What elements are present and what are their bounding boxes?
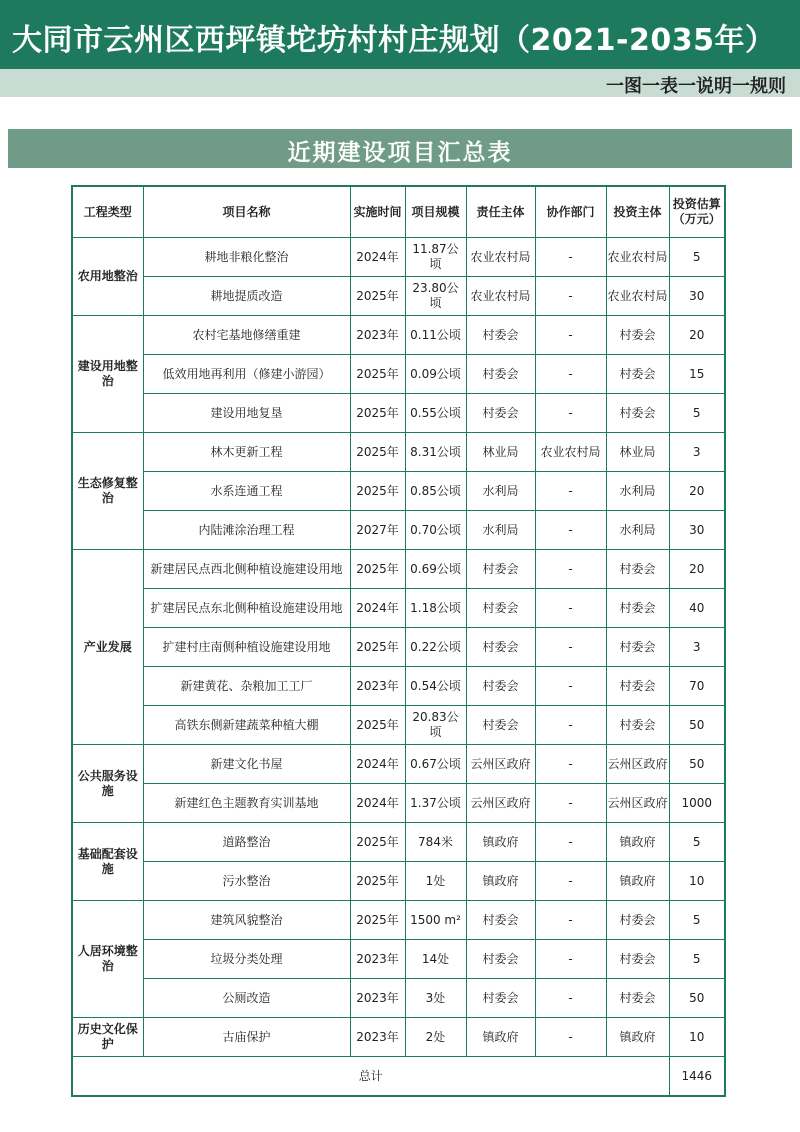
responsible-cell: 水利局 bbox=[466, 472, 535, 511]
cost-cell: 10 bbox=[669, 1018, 725, 1057]
table-row bbox=[72, 784, 725, 823]
year-cell: 2025年 bbox=[350, 355, 405, 394]
cost-cell: 50 bbox=[669, 745, 725, 784]
investor-cell: 村委会 bbox=[606, 706, 669, 745]
scale-cell: 23.80公顷 bbox=[405, 277, 466, 316]
table-row bbox=[72, 238, 725, 277]
project-name-cell: 公厕改造 bbox=[143, 979, 350, 1018]
table-row bbox=[72, 550, 725, 589]
year-cell: 2025年 bbox=[350, 901, 405, 940]
table-row bbox=[72, 628, 725, 667]
table-row bbox=[72, 511, 725, 550]
table-header-row bbox=[72, 186, 725, 238]
cooperation-cell: - bbox=[535, 550, 606, 589]
cost-cell: 30 bbox=[669, 277, 725, 316]
project-name-cell: 新建黄花、杂粮加工工厂 bbox=[143, 667, 350, 706]
cost-cell: 20 bbox=[669, 472, 725, 511]
investor-cell: 村委会 bbox=[606, 667, 669, 706]
year-cell: 2024年 bbox=[350, 238, 405, 277]
year-cell: 2025年 bbox=[350, 394, 405, 433]
header-banner bbox=[0, 0, 800, 69]
project-name-cell: 林木更新工程 bbox=[143, 433, 350, 472]
cost-cell: 5 bbox=[669, 238, 725, 277]
cost-cell: 5 bbox=[669, 940, 725, 979]
year-cell: 2023年 bbox=[350, 667, 405, 706]
responsible-cell: 农业农村局 bbox=[466, 277, 535, 316]
scale-cell: 0.85公顷 bbox=[405, 472, 466, 511]
responsible-cell: 村委会 bbox=[466, 550, 535, 589]
scale-cell: 0.70公顷 bbox=[405, 511, 466, 550]
cost-cell: 70 bbox=[669, 667, 725, 706]
page-subtitle: 一图一表一说明一规则 bbox=[606, 76, 786, 97]
investor-cell: 村委会 bbox=[606, 394, 669, 433]
table-row bbox=[72, 940, 725, 979]
scale-cell: 0.22公顷 bbox=[405, 628, 466, 667]
project-name-cell: 新建红色主题教育实训基地 bbox=[143, 784, 350, 823]
project-name-cell: 扩建居民点东北侧种植设施建设用地 bbox=[143, 589, 350, 628]
table-row bbox=[72, 823, 725, 862]
scale-cell: 1500 m² bbox=[405, 901, 466, 940]
cooperation-cell: - bbox=[535, 316, 606, 355]
year-cell: 2025年 bbox=[350, 862, 405, 901]
responsible-cell: 水利局 bbox=[466, 511, 535, 550]
category-cell: 产业发展 bbox=[72, 550, 143, 745]
investor-cell: 村委会 bbox=[606, 316, 669, 355]
investor-cell: 镇政府 bbox=[606, 862, 669, 901]
cost-cell: 5 bbox=[669, 901, 725, 940]
year-cell: 2025年 bbox=[350, 277, 405, 316]
scale-cell: 0.54公顷 bbox=[405, 667, 466, 706]
cost-cell: 5 bbox=[669, 394, 725, 433]
investor-cell: 村委会 bbox=[606, 979, 669, 1018]
year-cell: 2025年 bbox=[350, 550, 405, 589]
project-name-cell: 高铁东侧新建蔬菜种植大棚 bbox=[143, 706, 350, 745]
cooperation-cell: - bbox=[535, 1018, 606, 1057]
column-header-project-name: 项目名称 bbox=[143, 186, 350, 238]
scale-cell: 0.11公顷 bbox=[405, 316, 466, 355]
table-row bbox=[72, 277, 725, 316]
cost-cell: 5 bbox=[669, 823, 725, 862]
project-name-cell: 内陆滩涂治理工程 bbox=[143, 511, 350, 550]
investor-cell: 农业农村局 bbox=[606, 238, 669, 277]
scale-cell: 20.83公顷 bbox=[405, 706, 466, 745]
project-name-cell: 新建居民点西北侧种植设施建设用地 bbox=[143, 550, 350, 589]
cooperation-cell: - bbox=[535, 706, 606, 745]
cooperation-cell: - bbox=[535, 979, 606, 1018]
investor-cell: 农业农村局 bbox=[606, 277, 669, 316]
cooperation-cell: - bbox=[535, 823, 606, 862]
column-header-responsible: 责任主体 bbox=[466, 186, 535, 238]
cooperation-cell: - bbox=[535, 862, 606, 901]
responsible-cell: 镇政府 bbox=[466, 1018, 535, 1057]
investor-cell: 镇政府 bbox=[606, 1018, 669, 1057]
category-cell: 建设用地整治 bbox=[72, 316, 143, 433]
cost-cell: 3 bbox=[669, 433, 725, 472]
investor-cell: 村委会 bbox=[606, 901, 669, 940]
year-cell: 2024年 bbox=[350, 589, 405, 628]
project-name-cell: 耕地非粮化整治 bbox=[143, 238, 350, 277]
year-cell: 2023年 bbox=[350, 316, 405, 355]
project-name-cell: 古庙保护 bbox=[143, 1018, 350, 1057]
total-value: 1446 bbox=[669, 1057, 725, 1097]
responsible-cell: 村委会 bbox=[466, 394, 535, 433]
column-header-cost: 投资估算（万元） bbox=[669, 186, 725, 238]
project-name-cell: 扩建村庄南侧种植设施建设用地 bbox=[143, 628, 350, 667]
project-name-cell: 建设用地复垦 bbox=[143, 394, 350, 433]
scale-cell: 3处 bbox=[405, 979, 466, 1018]
table-row bbox=[72, 394, 725, 433]
year-cell: 2025年 bbox=[350, 472, 405, 511]
investor-cell: 云州区政府 bbox=[606, 745, 669, 784]
subtitle-bar bbox=[0, 69, 800, 97]
responsible-cell: 云州区政府 bbox=[466, 784, 535, 823]
year-cell: 2027年 bbox=[350, 511, 405, 550]
investor-cell: 村委会 bbox=[606, 550, 669, 589]
project-name-cell: 水系连通工程 bbox=[143, 472, 350, 511]
project-name-cell: 耕地提质改造 bbox=[143, 277, 350, 316]
investor-cell: 镇政府 bbox=[606, 823, 669, 862]
investor-cell: 水利局 bbox=[606, 472, 669, 511]
table-row bbox=[72, 1018, 725, 1057]
cooperation-cell: - bbox=[535, 238, 606, 277]
cooperation-cell: - bbox=[535, 940, 606, 979]
investor-cell: 村委会 bbox=[606, 355, 669, 394]
responsible-cell: 镇政府 bbox=[466, 862, 535, 901]
category-cell: 历史文化保护 bbox=[72, 1018, 143, 1057]
category-cell: 公共服务设施 bbox=[72, 745, 143, 823]
table-row bbox=[72, 862, 725, 901]
table-row bbox=[72, 745, 725, 784]
cost-cell: 30 bbox=[669, 511, 725, 550]
scale-cell: 0.09公顷 bbox=[405, 355, 466, 394]
cooperation-cell: - bbox=[535, 784, 606, 823]
cost-cell: 50 bbox=[669, 979, 725, 1018]
page-title: 大同市云州区西坪镇坨坊村村庄规划（2021-2035年） bbox=[12, 23, 776, 58]
scale-cell: 1.37公顷 bbox=[405, 784, 466, 823]
cost-cell: 40 bbox=[669, 589, 725, 628]
project-summary-table bbox=[71, 185, 726, 1097]
year-cell: 2024年 bbox=[350, 745, 405, 784]
year-cell: 2025年 bbox=[350, 706, 405, 745]
total-label: 总计 bbox=[72, 1057, 669, 1097]
year-cell: 2025年 bbox=[350, 823, 405, 862]
year-cell: 2023年 bbox=[350, 940, 405, 979]
table-row bbox=[72, 472, 725, 511]
category-cell: 生态修复整治 bbox=[72, 433, 143, 550]
column-header-scale: 项目规模 bbox=[405, 186, 466, 238]
scale-cell: 11.87公顷 bbox=[405, 238, 466, 277]
scale-cell: 1.18公顷 bbox=[405, 589, 466, 628]
column-header-cooperation: 协作部门 bbox=[535, 186, 606, 238]
cost-cell: 20 bbox=[669, 550, 725, 589]
investor-cell: 村委会 bbox=[606, 589, 669, 628]
table-row bbox=[72, 706, 725, 745]
responsible-cell: 村委会 bbox=[466, 316, 535, 355]
scale-cell: 2处 bbox=[405, 1018, 466, 1057]
cooperation-cell: - bbox=[535, 901, 606, 940]
cost-cell: 50 bbox=[669, 706, 725, 745]
project-name-cell: 新建文化书屋 bbox=[143, 745, 350, 784]
cooperation-cell: - bbox=[535, 394, 606, 433]
cost-cell: 10 bbox=[669, 862, 725, 901]
scale-cell: 0.69公顷 bbox=[405, 550, 466, 589]
total-row bbox=[72, 1057, 725, 1097]
cost-cell: 3 bbox=[669, 628, 725, 667]
cooperation-cell: - bbox=[535, 511, 606, 550]
responsible-cell: 农业农村局 bbox=[466, 238, 535, 277]
scale-cell: 0.55公顷 bbox=[405, 394, 466, 433]
table-body bbox=[72, 238, 725, 1057]
year-cell: 2023年 bbox=[350, 1018, 405, 1057]
investor-cell: 村委会 bbox=[606, 940, 669, 979]
scale-cell: 14处 bbox=[405, 940, 466, 979]
responsible-cell: 林业局 bbox=[466, 433, 535, 472]
cost-cell: 1000 bbox=[669, 784, 725, 823]
year-cell: 2024年 bbox=[350, 784, 405, 823]
responsible-cell: 镇政府 bbox=[466, 823, 535, 862]
cooperation-cell: - bbox=[535, 589, 606, 628]
cooperation-cell: - bbox=[535, 628, 606, 667]
cost-cell: 20 bbox=[669, 316, 725, 355]
column-header-year: 实施时间 bbox=[350, 186, 405, 238]
section-header bbox=[8, 129, 792, 168]
project-name-cell: 道路整治 bbox=[143, 823, 350, 862]
cooperation-cell: - bbox=[535, 277, 606, 316]
table-row bbox=[72, 901, 725, 940]
scale-cell: 0.67公顷 bbox=[405, 745, 466, 784]
table-row bbox=[72, 979, 725, 1018]
scale-cell: 1处 bbox=[405, 862, 466, 901]
project-name-cell: 污水整治 bbox=[143, 862, 350, 901]
project-name-cell: 农村宅基地修缮重建 bbox=[143, 316, 350, 355]
table-row bbox=[72, 433, 725, 472]
cooperation-cell: - bbox=[535, 355, 606, 394]
responsible-cell: 村委会 bbox=[466, 901, 535, 940]
year-cell: 2025年 bbox=[350, 433, 405, 472]
section-title: 近期建设项目汇总表 bbox=[287, 140, 513, 166]
responsible-cell: 村委会 bbox=[466, 589, 535, 628]
year-cell: 2025年 bbox=[350, 628, 405, 667]
responsible-cell: 云州区政府 bbox=[466, 745, 535, 784]
table-row bbox=[72, 667, 725, 706]
responsible-cell: 村委会 bbox=[466, 979, 535, 1018]
cooperation-cell: - bbox=[535, 745, 606, 784]
project-name-cell: 垃圾分类处理 bbox=[143, 940, 350, 979]
investor-cell: 云州区政府 bbox=[606, 784, 669, 823]
project-name-cell: 建筑风貌整治 bbox=[143, 901, 350, 940]
scale-cell: 8.31公顷 bbox=[405, 433, 466, 472]
column-header-investor: 投资主体 bbox=[606, 186, 669, 238]
responsible-cell: 村委会 bbox=[466, 940, 535, 979]
year-cell: 2023年 bbox=[350, 979, 405, 1018]
investor-cell: 林业局 bbox=[606, 433, 669, 472]
category-cell: 人居环境整治 bbox=[72, 901, 143, 1018]
column-header-category: 工程类型 bbox=[72, 186, 143, 238]
category-cell: 农用地整治 bbox=[72, 238, 143, 316]
table-row bbox=[72, 355, 725, 394]
responsible-cell: 村委会 bbox=[466, 706, 535, 745]
table-row bbox=[72, 589, 725, 628]
scale-cell: 784米 bbox=[405, 823, 466, 862]
responsible-cell: 村委会 bbox=[466, 667, 535, 706]
responsible-cell: 村委会 bbox=[466, 355, 535, 394]
cooperation-cell: 农业农村局 bbox=[535, 433, 606, 472]
category-cell: 基础配套设施 bbox=[72, 823, 143, 901]
cost-cell: 15 bbox=[669, 355, 725, 394]
investor-cell: 村委会 bbox=[606, 628, 669, 667]
investor-cell: 水利局 bbox=[606, 511, 669, 550]
table-row bbox=[72, 316, 725, 355]
cooperation-cell: - bbox=[535, 667, 606, 706]
responsible-cell: 村委会 bbox=[466, 628, 535, 667]
cooperation-cell: - bbox=[535, 472, 606, 511]
project-name-cell: 低效用地再利用（修建小游园） bbox=[143, 355, 350, 394]
